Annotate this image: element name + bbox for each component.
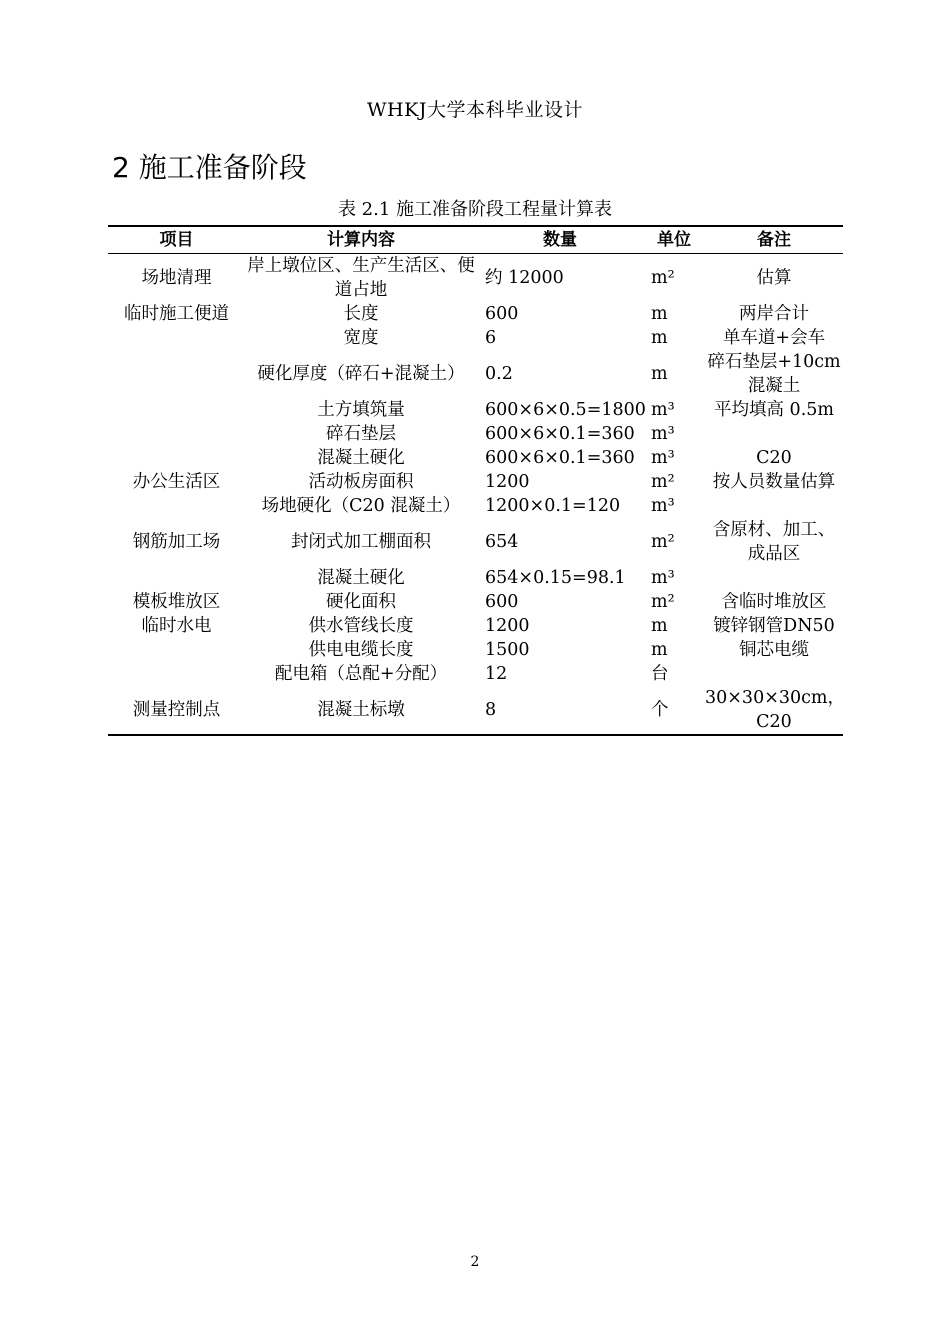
cell-unit: m [651,328,668,348]
table-caption: 表 2.1 施工准备阶段工程量计算表 [337,199,613,220]
cell-qty: 600 [485,304,519,324]
cell-qty: 1200 [485,616,530,636]
cell-note: 平均填高 0.5m [714,400,834,420]
cell-unit: m [651,640,668,660]
cell-unit: m [651,364,668,384]
table-row [108,494,843,518]
cell-note: 两岸合计 [739,304,809,324]
cell-content: 混凝土硬化 [317,448,405,468]
cell-content: 配电箱（总配+分配） [274,664,448,684]
cell-item [108,398,245,422]
quantity-table [108,225,846,736]
cell-content: 岸上墩位区、生产生活区、便道占地 [247,256,475,300]
cell-unit: m [651,304,668,324]
cell-content: 碎石垫层 [326,424,396,444]
cell-content: 硬化面积 [326,592,396,612]
section-title: 2 施工准备阶段 [112,151,307,184]
cell-qty: 654×0.15=98.1 [485,568,626,588]
cell-qty: 0.2 [485,364,513,384]
table-row [108,326,843,350]
cell-note [705,566,843,590]
cell-note: 镀锌钢管DN50 [713,616,835,636]
cell-content: 混凝土标墩 [317,700,405,720]
cell-qty: 600×6×0.1=360 [485,424,635,444]
cell-item [108,422,245,446]
cell-item [108,446,245,470]
cell-item [108,350,245,398]
cell-content: 硬化厚度（碎石+混凝土） [257,364,465,384]
cell-unit: m³ [651,496,675,516]
cell-note: 含临时堆放区 [721,592,827,612]
cell-unit: m³ [651,568,675,588]
cell-note: 铜芯电缆 [739,640,809,660]
cell-note [705,494,843,518]
cell-item: 测量控制点 [132,700,221,720]
page-header: WHKJ大学本科毕业设计 [367,99,583,121]
cell-unit: m³ [651,448,675,468]
table-header-row [108,226,843,254]
table-row [108,302,843,326]
cell-item: 钢筋加工场 [132,532,221,552]
cell-content: 场地硬化（C20 混凝土） [261,496,461,516]
cell-content: 供电电缆长度 [308,640,414,660]
cell-content: 活动板房面积 [308,472,414,492]
cell-qty: 600×6×0.1=360 [485,448,635,468]
cell-note: 含原材、加工、成品区 [712,520,836,564]
cell-unit: m [651,616,668,636]
cell-note [705,662,843,686]
cell-item: 临时水电 [141,616,212,636]
cell-content: 宽度 [343,328,379,348]
table-row [108,590,843,614]
column-header-content: 计算内容 [327,230,395,250]
table-row [108,638,843,662]
cell-note: 按人员数量估算 [712,472,836,492]
table-row [108,254,843,303]
cell-content: 封闭式加工棚面积 [291,532,431,552]
cell-note: 单车道+会车 [722,328,826,348]
cell-note: 30×30×30cm，C20 [705,688,846,732]
cell-item: 模板堆放区 [132,592,221,612]
cell-qty: 8 [485,700,497,720]
cell-note [705,422,843,446]
cell-note: C20 [756,448,792,468]
cell-qty: 约 12000 [485,268,564,288]
cell-qty: 1500 [485,640,530,660]
table-header [108,226,843,254]
cell-item [108,494,245,518]
cell-qty: 12 [485,664,508,684]
cell-qty: 1200 [485,472,530,492]
column-header-note: 备注 [757,230,791,250]
cell-unit: m³ [651,424,675,444]
cell-unit: m² [651,592,675,612]
cell-unit: m² [651,268,675,288]
cell-item [108,566,245,590]
cell-qty: 6 [485,328,497,348]
table-row [108,470,843,494]
table-body [108,254,846,736]
cell-unit: 个 [651,700,669,720]
cell-qty: 1200×0.1=120 [485,496,621,516]
table-row [108,398,843,422]
column-header-item: 项目 [159,230,194,250]
cell-unit: m² [651,472,675,492]
cell-unit: 台 [651,664,669,684]
cell-unit: m³ [651,400,675,420]
cell-qty: 600×6×0.5=1800 [485,400,646,420]
table-row [108,350,843,398]
cell-qty: 654 [485,532,519,552]
table-row [108,422,843,446]
table-row [108,566,843,590]
table-row [108,686,843,735]
cell-item: 临时施工便道 [124,304,229,324]
page-number: 2 [470,1254,480,1270]
cell-item [108,662,245,686]
cell-item [108,638,245,662]
cell-item [108,326,245,350]
cell-content: 土方填筑量 [317,400,405,420]
cell-note: 估算 [756,268,792,288]
cell-item: 场地清理 [141,268,212,288]
cell-item: 办公生活区 [132,472,221,492]
table-row [108,662,843,686]
table-row [108,446,843,470]
cell-qty: 600 [485,592,519,612]
cell-note: 碎石垫层+10cm混凝土 [707,352,841,396]
cell-content: 混凝土硬化 [317,568,405,588]
column-header-qty: 数量 [543,230,577,250]
cell-unit: m² [651,532,675,552]
cell-content: 长度 [343,304,379,324]
cell-content: 供水管线长度 [308,616,414,636]
table-row [108,614,843,638]
table-row [108,518,843,566]
column-header-unit: 单位 [657,230,691,250]
